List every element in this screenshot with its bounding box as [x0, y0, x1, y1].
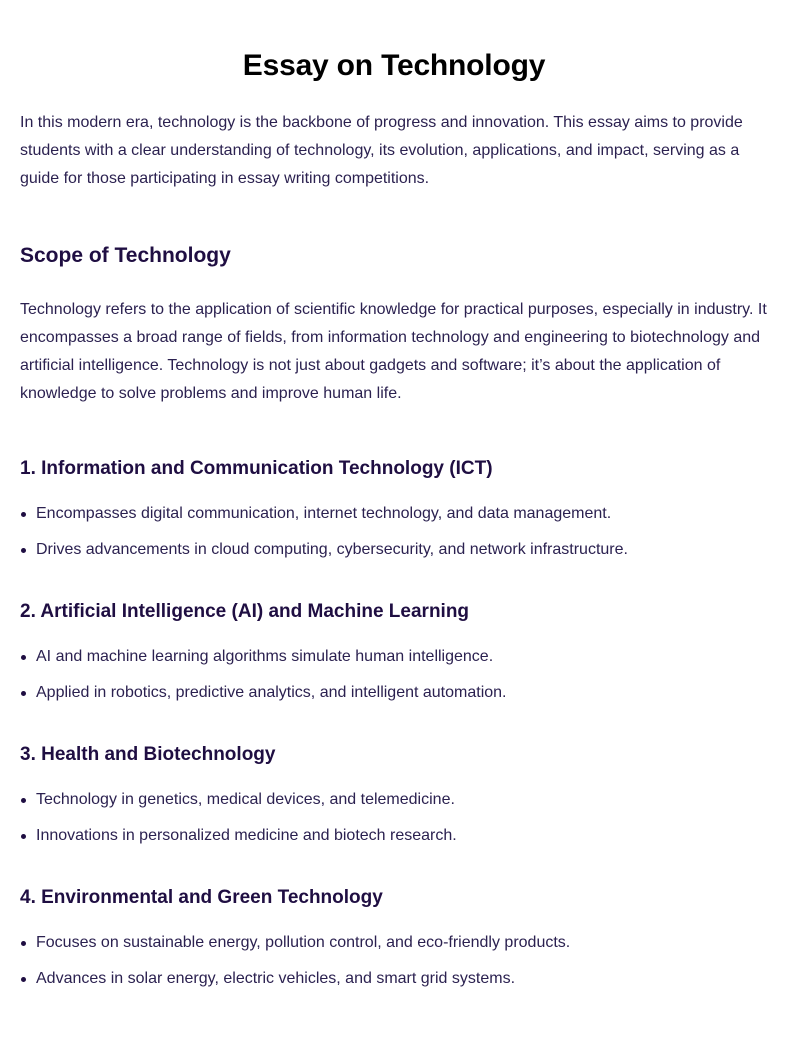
subsection-health — [20, 742, 768, 847]
subsection-heading: 2. Artificial Intelligence (AI) and Machine Learning — [20, 601, 470, 622]
bullet-list — [20, 789, 768, 847]
list-item — [36, 825, 768, 847]
bullet-icon — [21, 655, 26, 660]
list-item-text: Technology in genetics, medical devices, and telemedicine. — [36, 791, 455, 808]
list-item-text: Applied in robotics, predictive analytics, and intelligent automation. — [36, 684, 507, 701]
bullet-icon — [21, 977, 26, 982]
list-item-text: Focuses on sustainable energy, pollution control, and eco-friendly products. — [36, 934, 571, 951]
cut-off-heading — [20, 1028, 768, 1054]
page-title: Essay on Technology — [242, 49, 546, 82]
bullet-icon — [21, 798, 26, 803]
list-item-text: Advances in solar energy, electric vehicles, and smart grid systems. — [36, 970, 516, 987]
bullet-icon — [21, 691, 26, 696]
subsection-ai — [20, 599, 768, 704]
scope-heading: Scope of Technology — [20, 244, 231, 267]
list-item — [36, 646, 768, 668]
bullet-icon — [21, 548, 26, 553]
bullet-list — [20, 932, 768, 990]
list-item-text: Drives advancements in cloud computing, cybersecurity, and network infrastructure. — [36, 541, 628, 558]
bullet-icon — [21, 941, 26, 946]
list-item-text: AI and machine learning algorithms simulate human intelligence. — [36, 648, 494, 665]
bullet-icon — [21, 512, 26, 517]
intro-paragraph: In this modern era, technology is the backbone of progress and innovation. This essay aims to provide students with a clear understanding of technology, its evolution, applications, and impact, serving as a guide for those participating in essay writing competitions. — [20, 114, 743, 187]
subsection-environment — [20, 885, 768, 990]
list-item — [36, 503, 768, 525]
bullet-icon — [21, 834, 26, 839]
subsection-heading: 1. Information and Communication Technology (ICT) — [20, 458, 493, 479]
bullet-list — [20, 503, 768, 561]
list-item — [36, 932, 768, 954]
subsection-ict — [20, 456, 768, 561]
subsection-heading: 4. Environmental and Green Technology — [20, 887, 383, 908]
list-item-text: Encompasses digital communication, internet technology, and data management. — [36, 505, 612, 522]
scope-paragraph: Technology refers to the application of scientific knowledge for practical purposes, especially in industry. It encompasses a broad range of fields, from information technology and engineering to biotechnology and artificial intelligence. Technology is not just about gadgets and software; it’s about the application of knowledge to solve problems and improve human life. — [20, 301, 767, 402]
list-item-text: Innovations in personalized medicine and biotech research. — [36, 827, 457, 844]
list-item — [36, 682, 768, 704]
list-item — [36, 968, 768, 990]
list-item — [36, 789, 768, 811]
bullet-list — [20, 646, 768, 704]
subsection-heading: 3. Health and Biotechnology — [20, 744, 276, 765]
list-item — [36, 539, 768, 561]
